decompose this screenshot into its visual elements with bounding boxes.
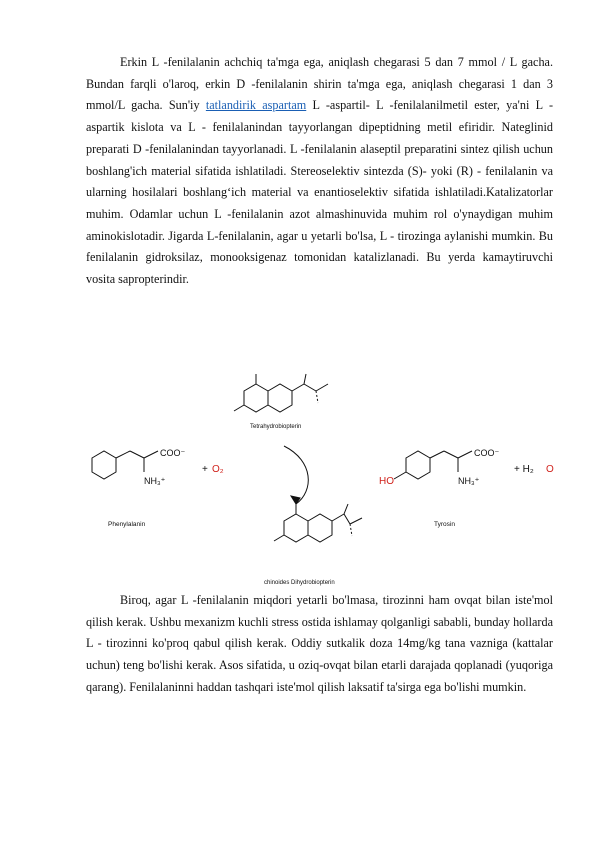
label-coo-substrate: COO⁻ bbox=[160, 448, 186, 458]
tyrosine-structure bbox=[394, 451, 472, 479]
label-tetrahydrobiopterin: Tetrahydrobiopterin bbox=[250, 424, 302, 430]
label-h2o-o: O bbox=[546, 464, 554, 475]
label-phenylalanin: Phenylalanin bbox=[108, 521, 146, 528]
paragraph-2 bbox=[86, 590, 553, 699]
dihydrobiopterin-structure bbox=[274, 504, 362, 542]
reaction-figure bbox=[84, 366, 564, 588]
reaction-arrow bbox=[284, 446, 308, 504]
label-coo-product: COO⁻ bbox=[474, 448, 500, 458]
tetrahydrobiopterin-structure bbox=[234, 374, 328, 412]
reaction-scheme bbox=[84, 366, 564, 588]
label-plus-o2: + bbox=[202, 464, 208, 475]
label-dihydrobiopterin: chinoides Dihydrobiopterin bbox=[264, 580, 335, 586]
label-ho: HO bbox=[379, 476, 394, 487]
label-o2: O₂ bbox=[212, 464, 224, 475]
label-nh3-product: NH₃⁺ bbox=[458, 476, 480, 486]
paragraph-1-text-end: L -aspartil- L -fenilalanilmetil ester, ya'ni L - aspartik kislota va L - fenilalanindan tayyorlangan dipeptidning metil efiridir. Nateglinid preparati D -fenilalanindan tayyorlanadi. L -fenilalanin alaseptil preparatini sintez qilish uchun boshlang'ich material sifatida ishlatiladi. Stereoselektiv sintezda (S)- yoki (R) - fenilalanin va ularning hosilalari boshlangʻich material va enantioselektiv sifatida ishlatiladi.Katalizatorlar muhim. Odamlar uchun L -fenilalanin azot almashinuvida muhim rol o'ynaydigan muhim aminokislotadir. Jigarda L-fenilalanin, agar u yetarli bo'lsa, L - tirozinga aylanishi mumkin. Bu fenilalanin gidroksilaz, monooksigenaz tomonidan katalizlanadi. Bu yerda kamaytiruvchi vosita sapropterindir. bbox=[86, 98, 553, 287]
label-plus-h2o: + H₂ bbox=[514, 464, 534, 475]
aspartam-link[interactable]: tatlandirik aspartam bbox=[205, 98, 307, 113]
paragraph-2-text: Biroq, agar L -fenilalanin miqdori yetarli bo'lmasa, tirozinni ham ovqat bilan iste'mol qilish kerak. Ushbu mexanizm kuchli stress ostida ishlamay qolganligi sababli, bunday hollarda L - tirozinni ko'proq qabul qilish kerak. Oddiy sutkalik doza 14mg/kg tana vazniga (kattalar uchun) teng bo'lishi kerak. Asos sifatida, u oziq-ovqat bilan etarli darajada qoplanadi (yuqoriga qarang). Fenilalaninni haddan tashqari iste'mol qilish laksatif ta'sirga ega bo'lishi mumkin. bbox=[86, 593, 553, 694]
paragraph-1-text-start: Erkin L -fenilalanin achchiq ta'mga ega, aniqlash chegarasi 5 dan 7 mmol / L gacha. Bundan farqli o'laroq, erkin D -fenilalanin shirin ta'mga ega, aniqlash chegarasi 1 dan 3 mmol/L gacha. Sun'iy bbox=[86, 55, 553, 113]
label-tyrosin: Tyrosin bbox=[434, 521, 455, 528]
phenylalanine-structure bbox=[92, 451, 158, 479]
label-nh3-substrate: NH₃⁺ bbox=[144, 476, 166, 486]
paragraph-1 bbox=[86, 52, 553, 291]
